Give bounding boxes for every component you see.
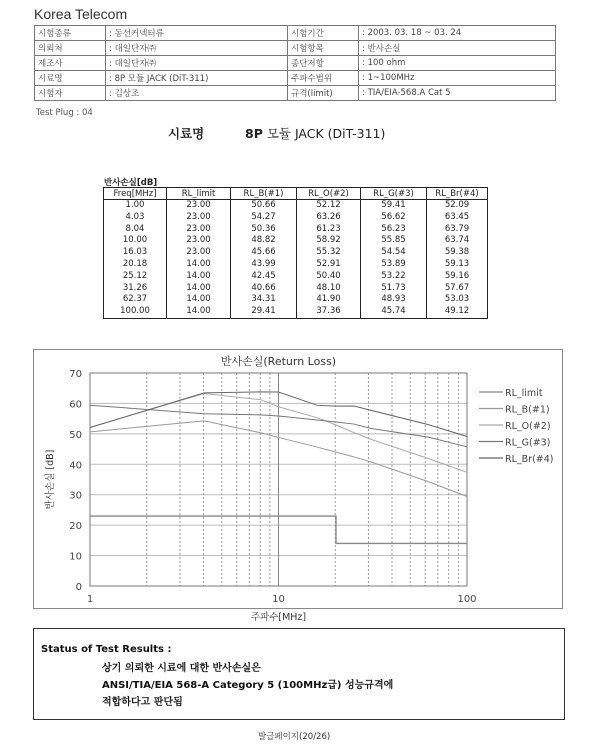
table-cell: 16.03 xyxy=(104,247,167,259)
test-info-cell: : 8P 모듈 JACK (DiT-311) xyxy=(106,71,288,86)
sample-title-label: 시료명 xyxy=(168,126,205,141)
table-row xyxy=(104,224,488,236)
table-cell: 45.74 xyxy=(361,306,427,318)
status-line-1: 상기 의뢰한 시료에 대한 반사손실은 xyxy=(102,663,261,674)
test-info-row xyxy=(35,41,556,56)
table-cell: 59.16 xyxy=(427,271,488,283)
status-heading: Status of Test Results : xyxy=(41,644,172,655)
table-cell: 43.99 xyxy=(231,259,297,271)
x-tick-label: 10 xyxy=(272,594,285,605)
test-info-table xyxy=(34,25,556,101)
table-cell: 31.26 xyxy=(104,283,167,295)
table-cell: 8.04 xyxy=(104,224,167,236)
test-info-cell: : 동선커넥터류 xyxy=(106,26,288,41)
table-cell: 50.36 xyxy=(231,224,297,236)
table-cell: 56.23 xyxy=(361,224,427,236)
legend-label: RL_O(#2) xyxy=(505,421,551,432)
table-header-cell: RL_B(#1) xyxy=(231,188,297,200)
test-info-cell: : 반사손실 xyxy=(359,41,556,56)
table-cell: 63.26 xyxy=(297,212,361,224)
table-row xyxy=(104,200,488,212)
table-cell: 41.90 xyxy=(297,294,361,306)
test-info-cell: 시험종류 xyxy=(35,26,106,41)
table-cell: 20.18 xyxy=(104,259,167,271)
table-cell: 48.82 xyxy=(231,235,297,247)
table-cell: 63.74 xyxy=(427,235,488,247)
x-tick-label: 100 xyxy=(457,594,477,605)
table-cell: 23.00 xyxy=(167,247,231,259)
legend-label: RL_limit xyxy=(505,388,543,399)
test-info-row xyxy=(35,26,556,41)
test-info-cell: 제조사 xyxy=(35,56,106,71)
table-cell: 10.00 xyxy=(104,235,167,247)
table-cell: 52.09 xyxy=(427,200,488,212)
company-name: Korea Telecom xyxy=(34,6,128,22)
y-axis-label: 반사손실 [dB] xyxy=(45,449,56,510)
status-line-3: 적합하다고 판단됨 xyxy=(102,697,183,708)
table-cell: 37.36 xyxy=(297,306,361,318)
table-row xyxy=(104,259,488,271)
table-header-cell: Freq[MHz] xyxy=(104,188,167,200)
table-cell: 59.38 xyxy=(427,247,488,259)
test-info-row xyxy=(35,56,556,71)
test-info-cell: 시험항목 xyxy=(288,41,359,56)
test-info-cell: : TIA/EIA-568.A Cat 5 xyxy=(359,86,556,101)
test-info-cell: 시료명 xyxy=(35,71,106,86)
table-cell: 14.00 xyxy=(167,271,231,283)
table-cell: 52.91 xyxy=(297,259,361,271)
table-cell: 23.00 xyxy=(167,200,231,212)
table-cell: 57.67 xyxy=(427,283,488,295)
table-cell: 54.27 xyxy=(231,212,297,224)
table-row xyxy=(104,306,488,318)
table-header-cell: RL_O(#2) xyxy=(297,188,361,200)
table-cell: 54.54 xyxy=(361,247,427,259)
table-header-cell: RL_Br(#4) xyxy=(427,188,488,200)
y-tick-label: 10 xyxy=(69,551,82,563)
test-info-cell: 주파수범위 xyxy=(288,71,359,86)
chart-title: 반사손실(Return Loss) xyxy=(220,355,337,368)
table-cell: 4.03 xyxy=(104,212,167,224)
test-info-cell: 시험자 xyxy=(35,86,106,101)
table-cell: 42.45 xyxy=(231,271,297,283)
table-cell: 63.79 xyxy=(427,224,488,236)
test-info-cell: : 김상조 xyxy=(106,86,288,101)
table-cell: 40.66 xyxy=(231,283,297,295)
table-cell: 50.40 xyxy=(297,271,361,283)
table-cell: 1.00 xyxy=(104,200,167,212)
status-line-2: ANSI/TIA/EIA 568-A Category 5 (100MHz급) 성능규격에 xyxy=(102,680,394,691)
return-loss-chart xyxy=(33,349,561,623)
sample-title-value xyxy=(245,124,385,142)
table-cell: 58.92 xyxy=(297,235,361,247)
return-loss-table xyxy=(103,187,488,319)
table-row xyxy=(104,212,488,224)
table-cell: 14.00 xyxy=(167,294,231,306)
test-info-row xyxy=(35,71,556,86)
table-row xyxy=(104,271,488,283)
test-info-cell: 규격(limit) xyxy=(288,86,359,101)
test-info-cell: 시험기간 xyxy=(288,26,359,41)
table-cell: 29.41 xyxy=(231,306,297,318)
table-cell: 61.23 xyxy=(297,224,361,236)
table-header-cell: RL_G(#3) xyxy=(361,188,427,200)
legend-label: RL_G(#3) xyxy=(505,437,551,449)
table-cell: 23.00 xyxy=(167,235,231,247)
sample-title-rest: 모듈 JACK (DiT-311) xyxy=(262,126,386,141)
table-cell: 23.00 xyxy=(167,224,231,236)
table-cell: 23.00 xyxy=(167,212,231,224)
test-info-cell: : 1~100MHz xyxy=(359,71,556,86)
table-cell: 48.93 xyxy=(361,294,427,306)
table-cell: 59.13 xyxy=(427,259,488,271)
table-cell: 53.22 xyxy=(361,271,427,283)
table-cell: 50.66 xyxy=(231,200,297,212)
table-cell: 59.41 xyxy=(361,200,427,212)
table-cell: 55.85 xyxy=(361,235,427,247)
y-tick-label: 40 xyxy=(69,460,82,472)
table-cell: 14.00 xyxy=(167,306,231,318)
test-info-row xyxy=(35,86,556,101)
table-row xyxy=(104,235,488,247)
y-tick-label: 20 xyxy=(69,521,82,533)
table-cell: 55.32 xyxy=(297,247,361,259)
return-loss-table-title: 반사손실[dB] xyxy=(104,178,158,188)
table-cell: 45.66 xyxy=(231,247,297,259)
table-cell: 25.12 xyxy=(104,271,167,283)
y-tick-label: 50 xyxy=(69,429,82,441)
table-cell: 34.31 xyxy=(231,294,297,306)
table-cell: 53.03 xyxy=(427,294,488,306)
y-tick-label: 70 xyxy=(69,369,82,380)
test-info-cell: 종단저항 xyxy=(288,56,359,71)
table-cell: 62.37 xyxy=(104,294,167,306)
test-info-cell: 의뢰처 xyxy=(35,41,106,56)
legend-label: RL_B(#1) xyxy=(505,404,550,416)
table-row xyxy=(104,294,488,306)
table-cell: 51.73 xyxy=(361,283,427,295)
y-tick-label: 60 xyxy=(69,399,82,411)
table-cell: 53.89 xyxy=(361,259,427,271)
test-info-cell: : 대일단자㈜ xyxy=(106,41,288,56)
table-cell: 63.45 xyxy=(427,212,488,224)
table-cell: 52.12 xyxy=(297,200,361,212)
test-info-cell: : 2003. 03. 18 ~ 03. 24 xyxy=(359,26,556,41)
test-info-cell: : 100 ohm xyxy=(359,56,556,71)
table-cell: 56.62 xyxy=(361,212,427,224)
test-info-cell: : 대일단자㈜ xyxy=(106,56,288,71)
table-header-cell: RL_limit xyxy=(167,188,231,200)
test-plug-label: Test Plug : 04 xyxy=(36,108,93,118)
y-tick-label: 30 xyxy=(69,490,82,502)
table-cell: 14.00 xyxy=(167,283,231,295)
table-cell: 49.12 xyxy=(427,306,488,318)
table-cell: 48.10 xyxy=(297,283,361,295)
sample-title-bold: 8P xyxy=(245,126,263,141)
page-footer: 발급페이지(20/26) xyxy=(258,732,331,742)
table-row xyxy=(104,283,488,295)
table-row xyxy=(104,247,488,259)
y-tick-label: 0 xyxy=(75,582,82,593)
table-cell: 14.00 xyxy=(167,259,231,271)
table-cell: 100.00 xyxy=(104,306,167,318)
legend-label: RL_Br(#4) xyxy=(505,454,554,465)
x-axis-label: 주파수[MHz] xyxy=(250,612,307,623)
x-tick-label: 1 xyxy=(86,594,94,605)
